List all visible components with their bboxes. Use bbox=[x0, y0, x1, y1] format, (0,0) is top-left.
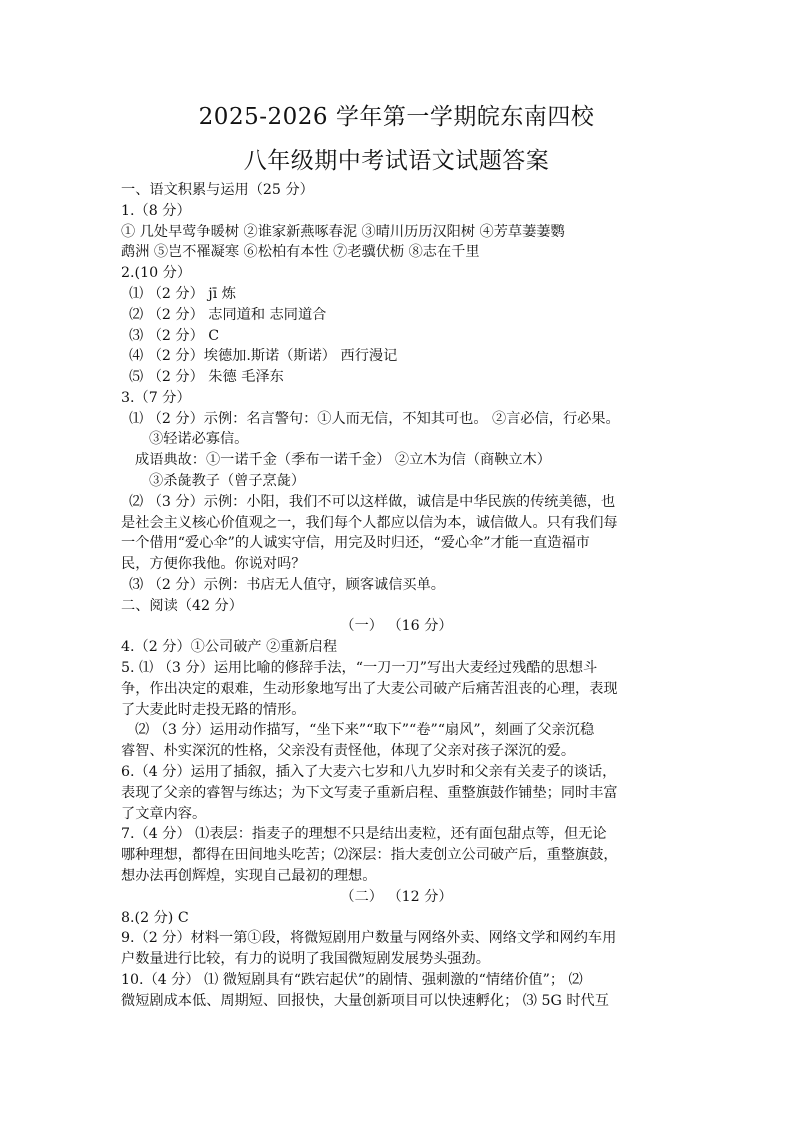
answer-text-line: 鹉洲 ⑤岂不罹凝寒 ⑥松柏有本性 ⑦老骥伏枥 ⑧志在千里 bbox=[121, 244, 480, 260]
answer-text-line: 户数量进行比较，有力的说明了我国微短剧发展势头强劲。 bbox=[121, 951, 490, 967]
question-3-heading: 3.（7 分） bbox=[121, 390, 191, 406]
answer-text-line: 4.（2 分）①公司破产 ②重新启程 bbox=[121, 639, 338, 655]
answer-text-line: ⑷ （2 分）埃德加.斯诺（斯诺） 西行漫记 bbox=[129, 348, 398, 364]
answer-text-line: 了大麦此时走投无路的情形。 bbox=[121, 702, 306, 718]
question-1-heading: 1.（8 分） bbox=[121, 203, 191, 219]
answer-text-line: ⑶ （2 分） C bbox=[129, 328, 220, 344]
subsection-heading-1: （一） （16 分） bbox=[340, 618, 453, 634]
answer-text-line: 5. ⑴ （3 分）运用比喻的修辞手法，“一刀一刀”写出大麦经过残酷的思想斗 bbox=[121, 660, 598, 676]
answer-text-line: 哪种理想，都得在田间地头吃苦；⑵深层：指大麦创立公司破产后，重整旗鼓， bbox=[121, 847, 618, 863]
answer-text-line: ⑵ （3 分）示例：小阳，我们不可以这样做，诚信是中华民族的传统美德，也 bbox=[129, 494, 616, 510]
answer-text-line: 想办法再创辉煌，实现自己最初的理想。 bbox=[121, 868, 377, 884]
answer-text-line: 睿智、朴实深沉的性格，父亲没有责怪他，体现了父亲对孩子深沉的爱。 bbox=[121, 743, 576, 759]
answer-text-line: ⑴ （2 分） jī 炼 bbox=[129, 286, 236, 302]
answer-text-line: 民，方便你我他。你说对吗？ bbox=[121, 556, 306, 572]
answer-text-line: ③轻诺必寡信。 bbox=[149, 431, 249, 447]
answer-text-line: 争，作出决定的艰难，生动形象地写出了大麦公司破产后痛苦沮丧的心理，表现 bbox=[121, 681, 618, 697]
answer-text-line: ⑶ （2 分）示例：书店无人值守，顾客诚信买单。 bbox=[129, 577, 445, 593]
question-2-heading: 2.(10 分） bbox=[121, 265, 192, 281]
answer-text-line: ⑵ （2 分） 志同道和 志同道合 bbox=[129, 307, 327, 323]
document-title-line2: 八年级期中考试语文试题答案 bbox=[243, 148, 550, 174]
answer-text-line: ⑴ （2 分）示例：名言警句：①人而无信，不知其可也。 ②言必信，行必果。 bbox=[129, 411, 620, 427]
answer-text-line: ① 几处早莺争暖树 ②谁家新燕啄春泥 ③晴川历历汉阳树 ④芳草萋萋鹦 bbox=[121, 224, 565, 240]
answer-text-line: 7.（4 分） ⑴表层：指麦子的理想不只是结出麦粒，还有面包甜点等，但无论 bbox=[121, 826, 607, 842]
answer-text-line: 一个借用“爱心伞”的人诚实守信，用完及时归还，“爱心伞”才能一直造福市 bbox=[121, 535, 590, 551]
subsection-heading-2: （二） （12 分） bbox=[340, 889, 453, 905]
answer-text-line: 8.(2 分) C bbox=[121, 910, 189, 926]
answer-text-line: 是社会主义核心价值观之一，我们每个人都应以信为本，诚信做人。只有我们每 bbox=[121, 515, 618, 531]
answer-text-line: 成语典故：①一诺千金（季布一诺千金） ②立木为信（商鞅立木） bbox=[135, 452, 551, 468]
document-title-line1: 2025-2026 学年第一学期皖东南四校 bbox=[198, 104, 595, 130]
answer-text-line: ⑸ （2 分） 朱德 毛泽东 bbox=[129, 369, 284, 385]
answer-text-line: 了文章内容。 bbox=[121, 806, 207, 822]
answer-text-line: 微短剧成本低、周期短、回报快，大量创新项目可以快速孵化； ⑶ 5G 时代互 bbox=[121, 993, 609, 1009]
answer-text-line: 表现了父亲的睿智与练达；为下文写麦子重新启程、重整旗鼓作铺垫；同时丰富 bbox=[121, 785, 618, 801]
answer-text-line: 9.（2 分）材料一第①段，将微短剧用户数量与网络外卖、网络文学和网约车用 bbox=[121, 930, 617, 946]
answer-text-line: 10.（4 分） ⑴ 微短剧具有“跌宕起伏”的剧情、强刺激的“情绪价值”； ⑵ bbox=[121, 972, 583, 988]
section-heading-language-usage: 一、语文积累与运用（25 分） bbox=[121, 182, 314, 198]
answer-text-line: ③杀彘教子（曾子烹彘） bbox=[149, 473, 306, 489]
section-heading-reading: 二、阅读（42 分） bbox=[121, 598, 243, 614]
answer-text-line: 6.（4 分）运用了插叙，插入了大麦六七岁和八九岁时和父亲有关麦子的谈话， bbox=[121, 764, 617, 780]
answer-text-line: ⑵ （3 分）运用动作描写，“坐下来”“取下”“卷”“扇风”，刻画了父亲沉稳 bbox=[135, 722, 595, 738]
